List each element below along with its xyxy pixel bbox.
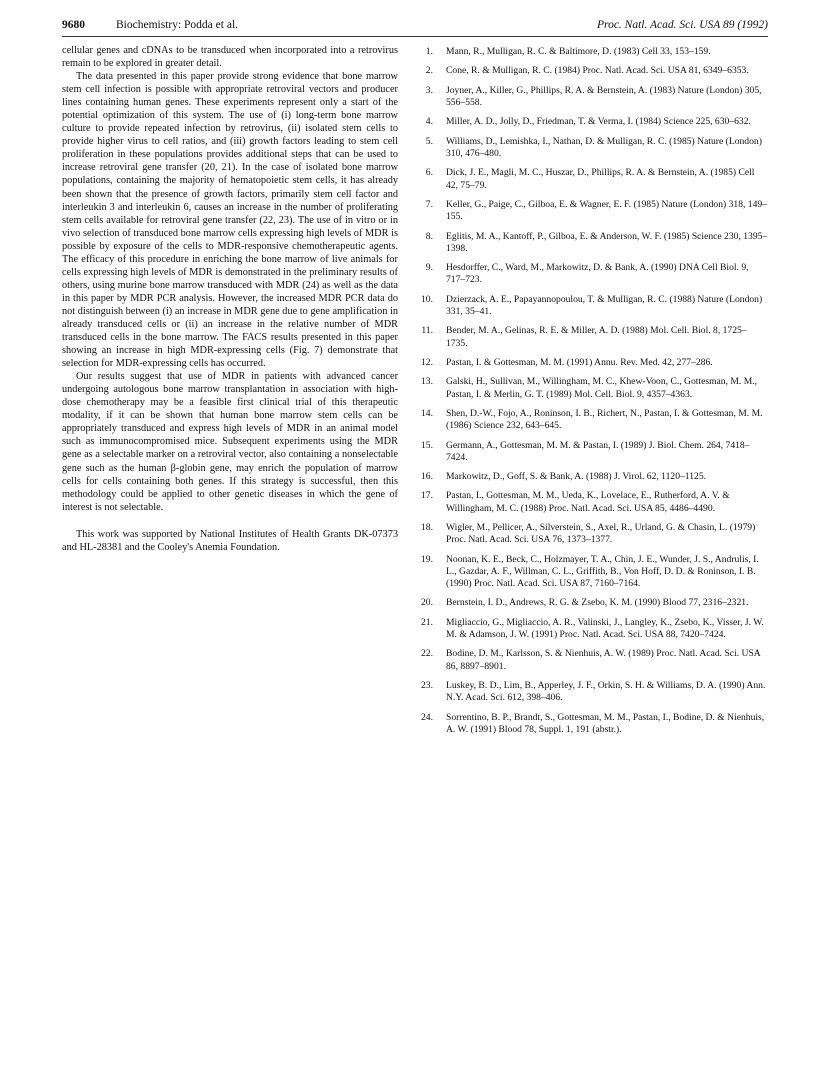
reference-item xyxy=(416,597,768,609)
reference-text: Keller, G., Paige, C., Gilboa, E. & Wagner, E. F. (1985) Nature (London) 318, 149–155. xyxy=(446,198,767,223)
journal-citation: Proc. Natl. Acad. Sci. USA 89 (1992) xyxy=(597,19,768,31)
reference-item xyxy=(416,680,768,704)
reference-number: 10. xyxy=(421,293,433,305)
reference-item xyxy=(416,231,768,255)
reference-number: 17. xyxy=(421,490,433,502)
reference-item xyxy=(416,116,768,128)
reference-number: 22. xyxy=(421,648,433,660)
reference-item xyxy=(416,376,768,400)
reference-number: 13. xyxy=(421,376,433,388)
reference-number: 3. xyxy=(425,84,433,96)
reference-text: Cone, R. & Mulligan, R. C. (1984) Proc. Natl. Acad. Sci. USA 81, 6349–6353. xyxy=(446,65,749,77)
reference-item xyxy=(416,85,768,109)
reference-number: 20. xyxy=(421,597,433,609)
reference-item xyxy=(416,471,768,483)
reference-number: 1. xyxy=(425,46,433,57)
reference-item xyxy=(416,440,768,464)
reference-text: Mann, R., Mulligan, R. C. & Baltimore, D. (1983) Cell 33, 153–159. xyxy=(446,46,711,57)
reference-number: 12. xyxy=(421,356,433,368)
reference-text: Noonan, K. E., Beck, C., Holzmayer, T. A., Chin, J. E., Wunder, J. S., Andrulis, I. L., Gazdar, A. F., Willman, C. L., Griffith, B., Von Hoff, D. D. & Roninson, I. B. (1990) Proc. Natl. Acad. Sci. USA 87, 7160–7164. xyxy=(446,553,759,590)
reference-number: 11. xyxy=(421,325,433,337)
reference-text: Dick, J. E., Magli, M. C., Huszar, D., Phillips, R. A. & Bernstein, A. (1985) Cell 42, 75–79. xyxy=(446,167,755,191)
reference-number: 6. xyxy=(425,167,433,179)
reference-item xyxy=(416,262,768,286)
reference-text: Markowitz, D., Goff, S. & Bank, A. (1988) J. Virol. 62, 1120–1125. xyxy=(446,471,707,483)
reference-text: Hesdorffer, C., Ward, M., Markowitz, D. & Bank, A. (1990) DNA Cell Biol. 9, 717–723. xyxy=(446,262,749,286)
reference-number: 18. xyxy=(421,522,433,534)
page-number: 9680 xyxy=(62,19,85,31)
reference-text: Joyner, A., Killer, G., Phillips, R. A. & Bernstein, A. (1983) Nature (London) 305, 556–558. xyxy=(446,84,762,108)
body-paragraph: The data presented in this paper provide strong evidence that bone marrow stem cell infection is possible with appropriate retroviral vectors and producer lines containing human genes. These experiments represent only a start of the potential optimization of this system. The use of (i) long-term bone marrow culture to provide repeated infection by retrovirus, (ii) isolated stem cells to provide higher virus to cell ratios, and (iii) growth factors leading to stem cell proliferation in these populations provides additional steps that can be used to increase retroviral gene transfer (20, 21). In the case of isolated bone marrow populations, containing the majority of hematopoietic stem cells, it has already been shown that the presence of growth factors, primarily stem cell factor and interleukin 3 and interleukin 6, causes an increase in the number of proliferating stem cells available for retroviral gene transfer (22, 23). The use of in vitro or in vivo selection of transduced bone marrow cells expressing high levels of MDR is possible by exposure of the cells to MDR-responsive chemotherapeutic agents. The efficacy of this procedure in enriching the bone marrow of live animals for cells expressing high levels of MDR is demonstrated in the preliminary results of others, using murine bone marrow transduced with MDR (24) as well as the data in this paper by MDR PCR analysis. However, the increased MDR PCR data do not distinguish between (i) an increase in MDR gene due to gene amplification in already transduced cells or (ii) an increase in the relative number of MDR transduced cells in the bone marrow. The FACS results presented in this paper showing an increase in high MDR-expressing cells (Fig. 7) demonstrate that selection for MDR-expressing cells has occurred. xyxy=(62,71,398,370)
reference-item xyxy=(416,294,768,318)
reference-number: 9. xyxy=(425,262,433,274)
reference-list xyxy=(416,46,768,743)
reference-number: 8. xyxy=(425,230,433,242)
body-paragraph: cellular genes and cDNAs to be transduced when incorporated into a retrovirus remain to be explored in greater detail. xyxy=(62,45,398,70)
reference-number: 7. xyxy=(425,198,433,210)
reference-item xyxy=(416,554,768,591)
reference-text: Bender, M. A., Gelinas, R. E. & Miller, A. D. (1988) Mol. Cell. Biol. 8, 1725–1735. xyxy=(446,325,747,349)
reference-text: Miller, A. D., Jolly, D., Friedman, T. & Verma, I. (1984) Science 225, 630–632. xyxy=(446,116,751,128)
reference-item xyxy=(416,357,768,369)
reference-text: Luskey, B. D., Lim, B., Apperley, J. F., Orkin, S. H. & Williams, D. A. (1990) Ann. N.Y. Acad. Sci. 612, 398–406. xyxy=(446,680,766,704)
reference-item xyxy=(416,712,768,736)
reference-item xyxy=(416,325,768,349)
journal-section: Biochemistry: Podda et al. xyxy=(116,19,239,31)
reference-text: Dzierzack, A. E., Papayannopoulou, T. & Mulligan, R. C. (1988) Nature (London) 331, 35–41. xyxy=(446,293,763,317)
reference-text: Wigler, M., Pellicer, A., Silverstein, S., Axel, R., Urland, G. & Chasin, L. (1979) Proc. Natl. Acad. Sci. USA 76, 1373–1377. xyxy=(446,522,756,546)
reference-item xyxy=(416,167,768,191)
reference-item xyxy=(416,136,768,160)
reference-number: 15. xyxy=(421,439,433,451)
reference-item xyxy=(416,199,768,223)
reference-item xyxy=(416,648,768,672)
reference-item xyxy=(416,46,768,58)
reference-number: 2. xyxy=(425,65,433,77)
reference-item xyxy=(416,490,768,514)
reference-text: Williams, D., Lemishka, I., Nathan, D. & Mulligan, R. C. (1985) Nature (London) 310, 476–480. xyxy=(446,135,762,159)
reference-text: Migliaccio, G., Migliaccio, A. R., Valinski, J., Langley, K., Zsebo, K., Visser, J. W. M. & Adamson, J. W. (1991) Proc. Natl. Acad. Sci. USA 88, 7420–7424. xyxy=(446,616,764,641)
reference-number: 16. xyxy=(421,471,433,483)
reference-number: 14. xyxy=(421,407,433,419)
reference-number: 4. xyxy=(425,116,433,128)
body-text-column xyxy=(62,44,398,554)
reference-number: 5. xyxy=(425,135,433,147)
reference-text: Eglitis, M. A., Kantoff, P., Gilboa, E. & Anderson, W. F. (1985) Science 230, 1395–1398. xyxy=(446,230,768,254)
acknowledgment: This work was supported by National Institutes of Health Grants DK-07373 and HL-28381 and the Cooley's Anemia Foundation. xyxy=(62,528,398,553)
body-paragraph: Our results suggest that use of MDR in patients with advanced cancer undergoing autologous bone marrow transplantation in association with high-dose chemotherapy may be a feasible first clinical trial of this therapeutic modality, if it can be shown that human bone marrow stem cells can be appropriately transduced and express high levels of MDR in an animal model such as immunocompromised mice. Subsequent experiments using the MDR gene as a selectable marker on a retroviral vector, also containing a nonselectable gene such as the human β-globin gene, may enrich the population of marrow cells for cells containing both genes. If this strategy is successful, then this methodology could be applied to other genetic diseases in which the gene of interest is not selectable. xyxy=(62,371,398,513)
reference-number: 23. xyxy=(421,680,433,692)
reference-text: Galski, H., Sullivan, M., Willingham, M. C., Khew-Voon, C., Gottesman, M. M., Pastan, I. & Merlin, G. T. (1989) Mol. Cell. Biol. 9, 4357–4363. xyxy=(446,376,758,400)
reference-text: Bodine, D. M., Karlsson, S. & Nienhuis, A. W. (1989) Proc. Natl. Acad. Sci. USA 86, 8897–8901. xyxy=(446,648,761,672)
reference-number: 21. xyxy=(421,616,433,628)
reference-number: 19. xyxy=(421,553,433,565)
header-rule xyxy=(62,36,768,37)
reference-item xyxy=(416,408,768,432)
reference-item xyxy=(416,522,768,546)
reference-text: Sorrentino, B. P., Brandt, S., Gottesman, M. M., Pastan, I., Bodine, D. & Nienhuis, A. W. (1991) Blood 78, Suppl. 1, 191 (abstr.). xyxy=(446,711,765,735)
reference-item xyxy=(416,617,768,641)
reference-number: 24. xyxy=(421,711,433,723)
reference-text: Shen, D.-W., Fojo, A., Roninson, I. B., Richert, N., Pastan, I. & Gottesman, M. M. (1986) Science 232, 643–645. xyxy=(446,407,763,432)
reference-text: Pastan, I. & Gottesman, M. M. (1991) Annu. Rev. Med. 42, 277–286. xyxy=(446,356,713,368)
reference-text: Bernstein, I. D., Andrews, R. G. & Zsebo, K. M. (1990) Blood 77, 2316–2321. xyxy=(446,597,749,609)
reference-text: Germann, A., Gottesman, M. M. & Pastan, I. (1989) J. Biol. Chem. 264, 7418–7424. xyxy=(446,439,750,463)
reference-item xyxy=(416,65,768,77)
reference-text: Pastan, I., Gottesman, M. M., Ueda, K., Lovelace, E., Rutherford, A. V. & Willingham, M. C. (1988) Proc. Natl. Acad. Sci. USA 85, 4486–4490. xyxy=(446,490,730,514)
running-header xyxy=(62,18,768,34)
